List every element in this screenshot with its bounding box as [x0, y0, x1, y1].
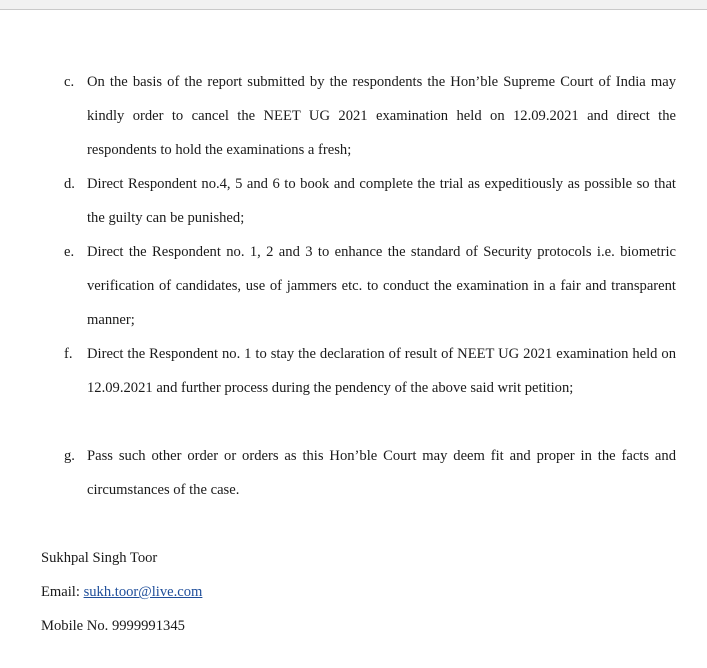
email-link[interactable]: sukh.toor@live.com — [83, 584, 203, 600]
signatory-name: Sukhpal Singh Toor — [41, 550, 158, 566]
signatory-mobile: Mobile No. 9999991345 — [41, 618, 185, 634]
prayer-text: Direct the Respondent no. 1, 2 and 3 to enhance the standard of Security protocols i.e. biometric verification of candidates, use of jammers etc. to conduct the examination in a fair and transparent manner; — [87, 244, 676, 328]
prayer-marker: f. — [64, 346, 73, 362]
prayer-text: Direct Respondent no.4, 5 and 6 to book and complete the trial as expeditiously as possible so that the guilty can be punished; — [87, 176, 676, 226]
prayer-marker: c. — [64, 74, 75, 90]
prayer-text: Direct the Respondent no. 1 to stay the declaration of result of NEET UG 2021 examination held on 12.09.2021 and further process during the pendency of the above said writ petition; — [87, 346, 676, 396]
prayer-marker: e. — [64, 244, 75, 260]
prayer-text: Pass such other order or orders as this Hon’ble Court may deem fit and proper in the facts and circumstances of the case. — [87, 448, 676, 498]
email-label: Email: — [41, 584, 84, 600]
prayer-text: On the basis of the report submitted by the respondents the Hon’ble Supreme Court of India may kindly order to cancel the NEET UG 2021 examination held on 12.09.2021 and direct the respondents to hold the examinations a fresh; — [87, 74, 676, 158]
signatory-email — [41, 582, 202, 602]
prayer-marker: g. — [64, 448, 75, 464]
prayer-marker: d. — [64, 176, 75, 192]
page-top-edge — [0, 0, 707, 10]
